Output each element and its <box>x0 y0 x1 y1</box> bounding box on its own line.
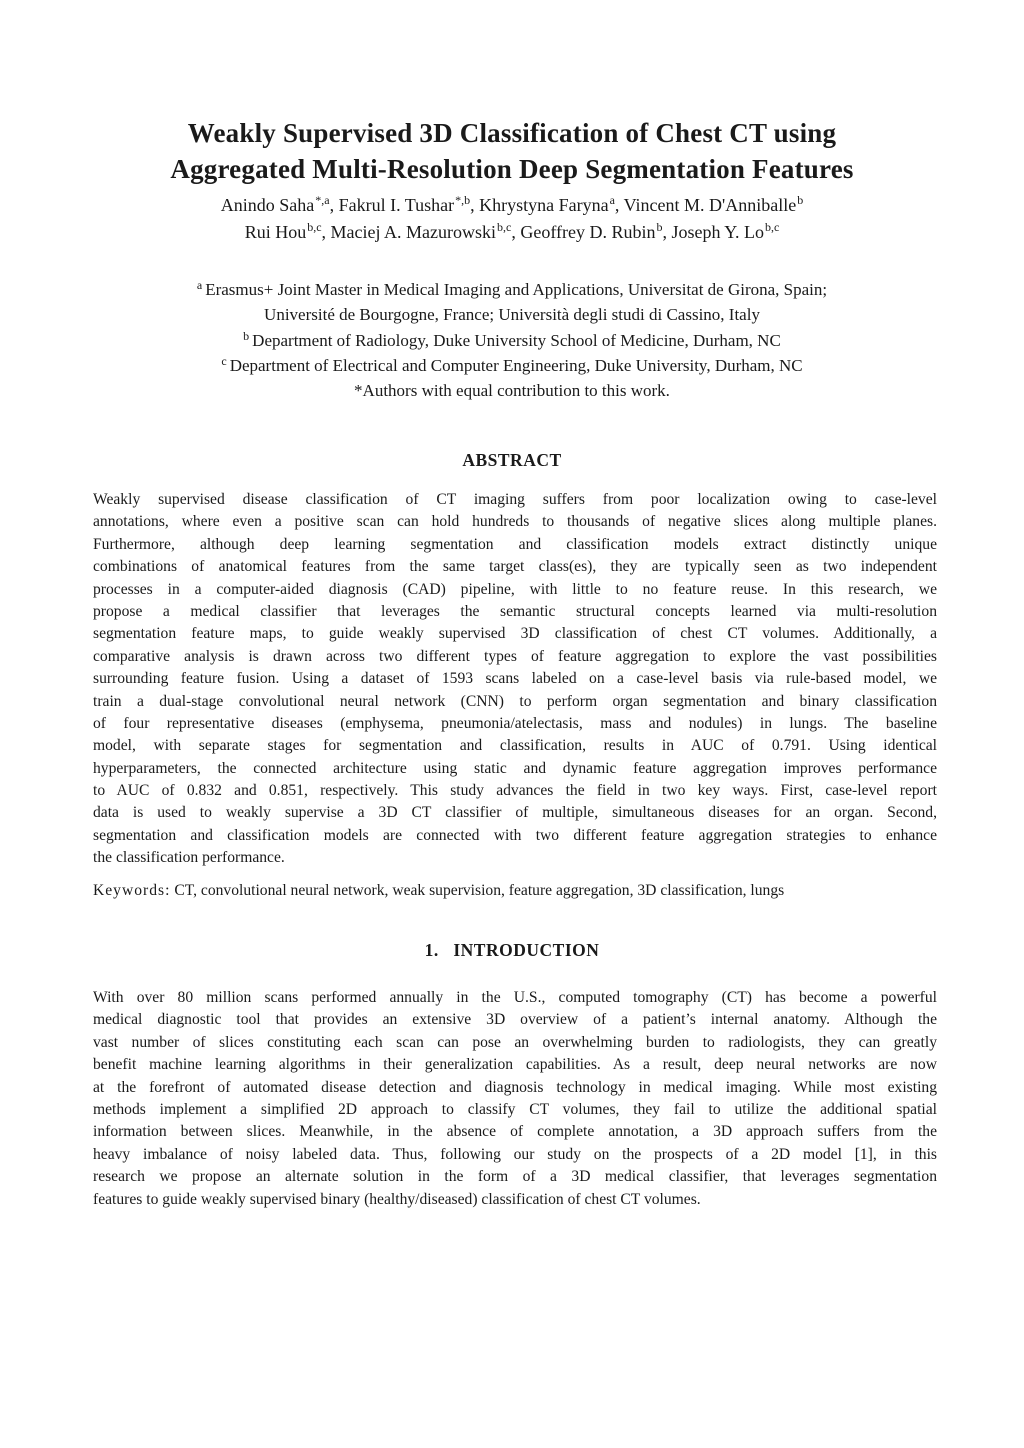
affiliations <box>0 277 1024 403</box>
abstract-line: train a dual-stage convolutional neural network (CNN) to perform organ segmentation and binary classification <box>93 692 937 710</box>
introduction-line: methods implement a simplified 2D approach to classify CT volumes, they fail to utilize the additional spatial <box>93 1100 937 1118</box>
affiliation-mark: a <box>196 278 203 292</box>
author-name: Fakrul I. Tushar <box>338 195 455 215</box>
affiliation-text: Department of Radiology, Duke University School of Medicine, Durham, NC <box>252 330 781 350</box>
author-affiliation-mark: b,c <box>764 220 780 234</box>
affiliation-line <box>0 328 1024 353</box>
title-line: Aggregated Multi-Resolution Deep Segmentation Features <box>170 154 854 184</box>
abstract-line: processes in a computer-aided diagnosis (CAD) pipeline, with little to no feature reuse. In this research, we <box>93 580 937 598</box>
introduction-body <box>93 987 937 1211</box>
affiliation-text: Université de Bourgogne, France; Università degli studi di Cassino, Italy <box>264 305 760 325</box>
author-name: Joseph Y. Lo <box>671 222 764 242</box>
affiliation-text: Erasmus+ Joint Master in Medical Imaging and Applications, Universitat de Girona, Spain; <box>205 280 828 299</box>
abstract-line: segmentation and classification models are connected with two different feature aggregation strategies to enhance <box>93 826 937 844</box>
affiliation-line <box>0 277 1024 302</box>
introduction-line: With over 80 million scans performed annually in the U.S., computed tomography (CT) has become a powerful <box>93 989 937 1006</box>
affiliation-line <box>0 378 1024 403</box>
author-affiliation-mark: *,b <box>455 193 471 207</box>
introduction-line: heavy imbalance of noisy labeled data. Thus, following our study on the prospects of a 2D model [1], in this <box>93 1145 937 1163</box>
author-line: Anindo Saha$^{*,a}$, Fakrul I. Tushar$^{*,b}$, Khrystyna Faryna$^a$, Vincent M. D'Anniballe$^b$ <box>220 193 804 215</box>
author-affiliation-mark: b,c <box>307 220 322 234</box>
author-name: Khrystyna Faryna <box>479 195 609 215</box>
abstract-line: data is used to weakly supervise a 3D CT classifier of multiple, simultaneous diseases for an organ. Second, <box>93 804 937 822</box>
author-name: Vincent M. D'Anniballe <box>623 195 797 215</box>
abstract-heading: ABSTRACT <box>462 450 562 470</box>
affiliation-mark: c <box>221 353 227 368</box>
abstract-line: model, with separate stages for segmentation and classification, results in AUC of 0.791. Using identical <box>93 737 937 755</box>
abstract-line: annotations, where even a positive scan can hold hundreds to thousands of negative slices along multiple planes. <box>93 513 937 531</box>
author-name: Maciej A. Mazurowski <box>330 222 496 242</box>
introduction-heading: 1. INTRODUCTION <box>424 940 600 960</box>
abstract-line: Weakly supervised disease classification of CT imaging suffers from poor localization owing to case-level <box>93 491 937 508</box>
abstract-line: combinations of anatomical features from the same target class(es), they are typically seen as two independent <box>93 558 937 576</box>
paper-title <box>0 118 1024 185</box>
author-affiliation-mark: a <box>609 193 615 207</box>
author-affiliation-mark: b,c <box>497 220 512 234</box>
affiliation-mark: b <box>243 328 250 343</box>
affiliation-text: *Authors with equal contribution to this work. <box>354 381 670 401</box>
introduction-line: research we propose an alternate solution in the form of a 3D medical classifier, that leverages segmentation <box>93 1168 937 1186</box>
introduction-line: features to guide weakly supervised binary (healthy/diseased) classification of chest CT volumes. <box>93 1190 701 1208</box>
keywords-label: Keywords: <box>93 882 171 899</box>
introduction-line: benefit machine learning algorithms in their generalization capabilities. As a result, deep neural networks are now <box>93 1056 937 1074</box>
abstract-line: segmentation feature maps, to guide weakly supervised 3D classification of chest CT volumes. Additionally, a <box>93 625 937 643</box>
introduction-line: vast number of slices constituting each scan can pose an overwhelming burden to radiologists, they can greatly <box>93 1033 937 1051</box>
affiliation-text: Department of Electrical and Computer Engineering, Duke University, Durham, NC <box>229 355 803 375</box>
introduction-line: medical diagnostic tool that provides an extensive 3D overview of a patient’s internal anatomy. Although the <box>93 1011 937 1029</box>
affiliation-line <box>0 353 1024 378</box>
author-list <box>0 192 1024 246</box>
abstract-line: to AUC of 0.832 and 0.851, respectively. This study advances the field in two key ways. First, case-level report <box>93 782 937 800</box>
keywords <box>93 880 937 902</box>
abstract-line: surrounding feature fusion. Using a dataset of 1593 scans labeled on a case-level basis via rule-based model, we <box>93 670 937 688</box>
introduction-line: information between slices. Meanwhile, in the absence of complete annotation, a 3D approach suffers from the <box>93 1123 937 1141</box>
author-name: Rui Hou <box>244 222 307 242</box>
introduction-line: at the forefront of automated disease detection and diagnosis technology in medical imaging. While most existing <box>93 1078 937 1096</box>
affiliation-line <box>0 302 1024 327</box>
author-affiliation-mark: b <box>797 193 804 207</box>
author-line: Rui Hou$^{b,c}$, Maciej A. Mazurowski$^{b,c}$, Geoffrey D. Rubin$^b$, Joseph Y. Lo$^{b,c}$ <box>244 220 780 242</box>
author-name: Geoffrey D. Rubin <box>520 222 656 242</box>
abstract-line: Furthermore, although deep learning segmentation and classification models extract distinctly unique <box>93 535 937 553</box>
keywords-text: CT, convolutional neural network, weak supervision, feature aggregation, 3D classification, lungs <box>174 882 785 899</box>
abstract-line: comparative analysis is drawn across two different types of feature aggregation to explore the vast possibilities <box>93 647 937 665</box>
author-name: Anindo Saha <box>220 195 315 215</box>
abstract-body <box>93 489 937 870</box>
abstract-line: the classification performance. <box>93 849 285 867</box>
author-affiliation-mark: b <box>656 220 663 234</box>
title-line: Weakly Supervised 3D Classification of Chest CT using <box>187 118 837 148</box>
author-affiliation-mark: *,a <box>315 193 330 207</box>
abstract-line: hyperparameters, the connected architecture using static and dynamic feature aggregation improves performance <box>93 759 937 777</box>
abstract-line: of four representative diseases (emphysema, pneumonia/atelectasis, mass and nodules) in lungs. The baseline <box>93 714 937 732</box>
abstract-line: propose a medical classifier that leverages the semantic structural concepts learned via multi-resolution <box>93 602 937 620</box>
